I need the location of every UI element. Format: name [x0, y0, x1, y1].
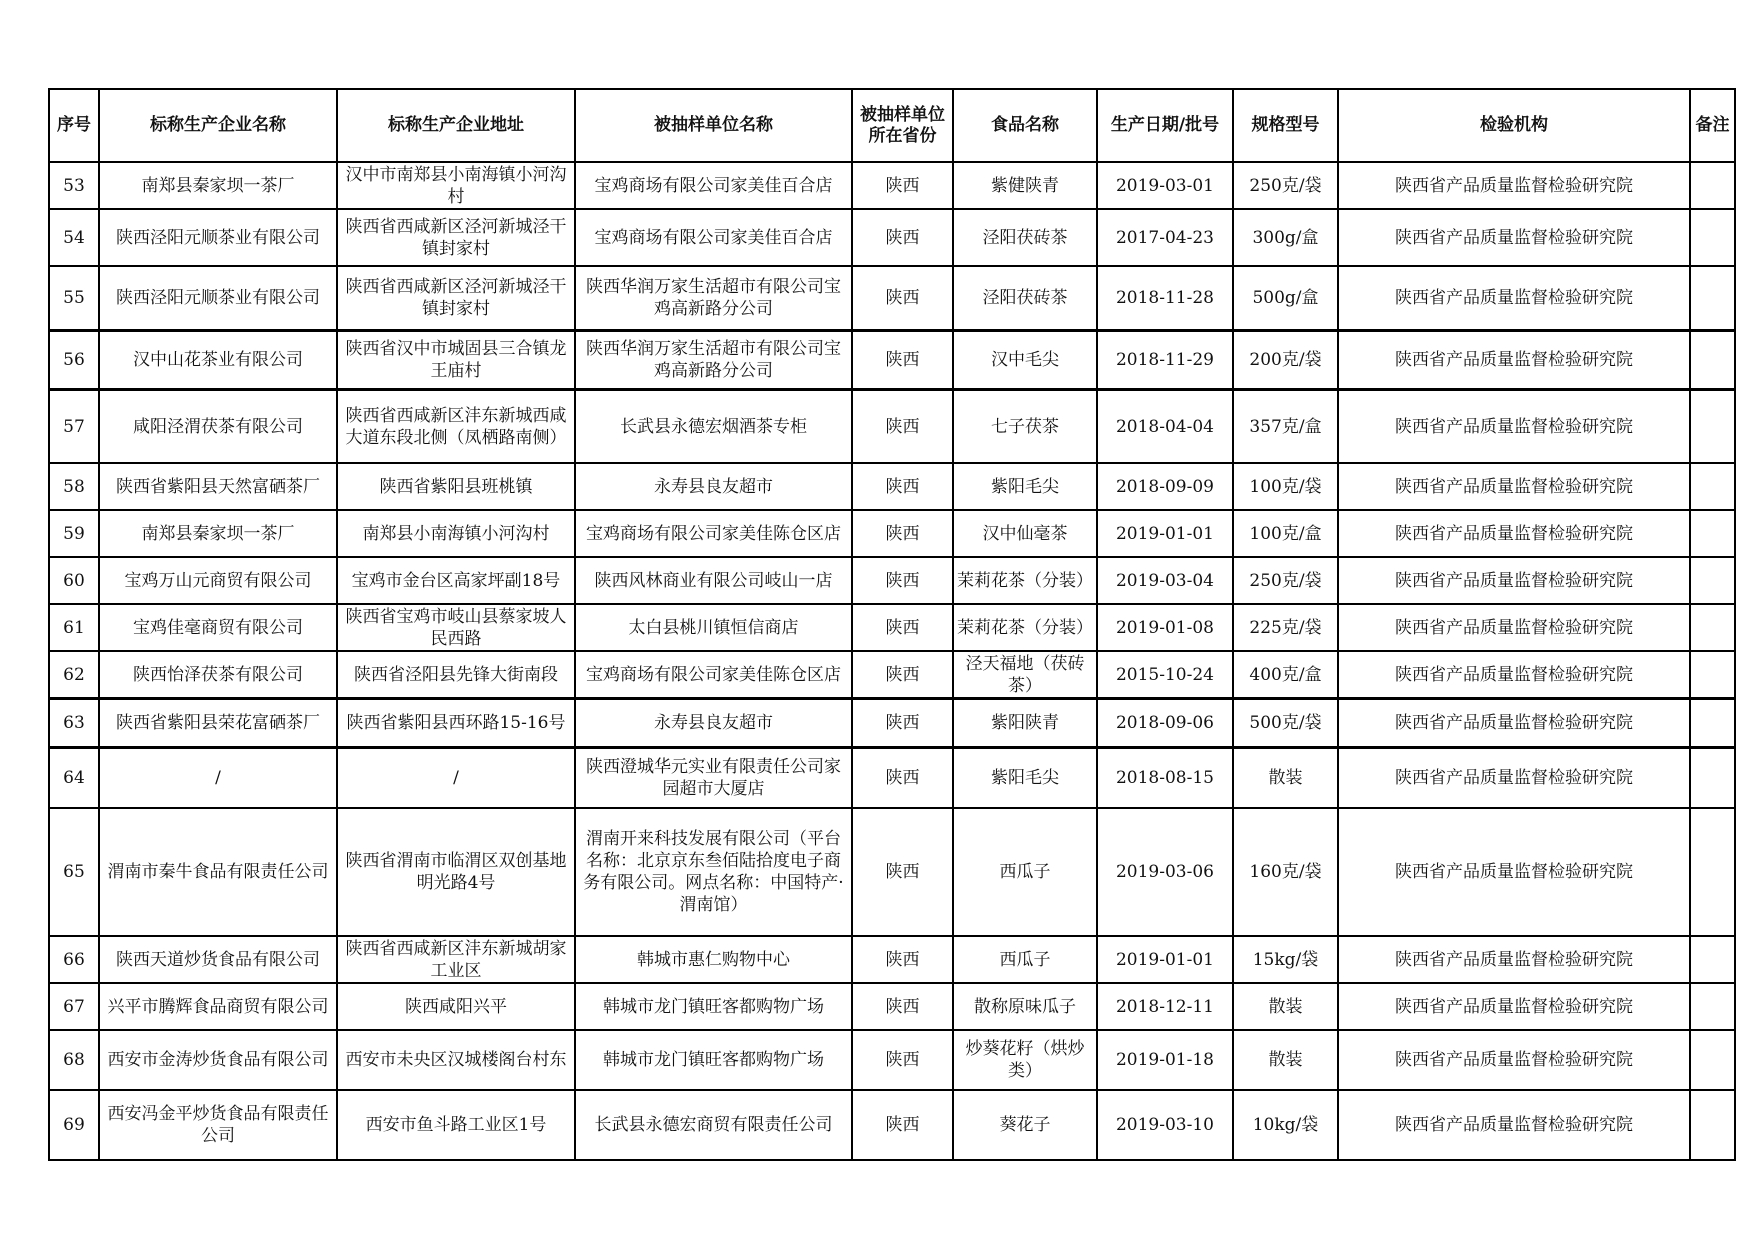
cell-note — [1690, 510, 1735, 557]
cell-lab: 陕西省产品质量监督检验研究院 — [1338, 748, 1690, 809]
cell-food: 泾天福地（茯砖茶） — [953, 651, 1097, 699]
cell-address: 陕西省西咸新区泾河新城泾干镇封家村 — [337, 209, 575, 266]
cell-no: 68 — [49, 1030, 99, 1090]
cell-sampled-unit: 太白县桃川镇恒信商店 — [575, 604, 852, 651]
cell-food: 泾阳茯砖茶 — [953, 266, 1097, 331]
cell-company: 南郑县秦家坝一茶厂 — [99, 162, 337, 209]
cell-company: 陕西泾阳元顺茶业有限公司 — [99, 209, 337, 266]
cell-province: 陕西 — [852, 266, 953, 331]
cell-note — [1690, 331, 1735, 390]
cell-sampled-unit: 陕西澄城华元实业有限责任公司家园超市大厦店 — [575, 748, 852, 809]
cell-spec: 15kg/袋 — [1233, 936, 1338, 983]
cell-company: 南郑县秦家坝一茶厂 — [99, 510, 337, 557]
cell-address: 南郑县小南海镇小河沟村 — [337, 510, 575, 557]
cell-province: 陕西 — [852, 162, 953, 209]
cell-sampled-unit: 永寿县良友超市 — [575, 699, 852, 748]
cell-address: 宝鸡市金台区高家坪副18号 — [337, 557, 575, 604]
cell-no: 66 — [49, 936, 99, 983]
cell-food: 西瓜子 — [953, 808, 1097, 936]
cell-date: 2019-03-01 — [1097, 162, 1233, 209]
cell-spec: 400克/盒 — [1233, 651, 1338, 699]
cell-lab: 陕西省产品质量监督检验研究院 — [1338, 936, 1690, 983]
table-row — [49, 808, 1735, 936]
table-row — [49, 331, 1735, 390]
cell-sampled-unit: 永寿县良友超市 — [575, 463, 852, 510]
cell-spec: 100克/盒 — [1233, 510, 1338, 557]
cell-company: 咸阳泾渭茯茶有限公司 — [99, 390, 337, 464]
cell-address: 陕西咸阳兴平 — [337, 983, 575, 1030]
cell-province: 陕西 — [852, 557, 953, 604]
cell-company: 陕西怡泽茯茶有限公司 — [99, 651, 337, 699]
cell-province: 陕西 — [852, 936, 953, 983]
cell-note — [1690, 936, 1735, 983]
cell-lab: 陕西省产品质量监督检验研究院 — [1338, 651, 1690, 699]
cell-lab: 陕西省产品质量监督检验研究院 — [1338, 390, 1690, 464]
cell-no: 62 — [49, 651, 99, 699]
cell-province: 陕西 — [852, 748, 953, 809]
cell-spec: 250克/袋 — [1233, 162, 1338, 209]
cell-lab: 陕西省产品质量监督检验研究院 — [1338, 699, 1690, 748]
cell-note — [1690, 983, 1735, 1030]
cell-date: 2019-03-10 — [1097, 1090, 1233, 1160]
table-row — [49, 1090, 1735, 1160]
cell-sampled-unit: 韩城市龙门镇旺客都购物广场 — [575, 1030, 852, 1090]
cell-company: 宝鸡万山元商贸有限公司 — [99, 557, 337, 604]
table-row — [49, 209, 1735, 266]
cell-spec: 100克/袋 — [1233, 463, 1338, 510]
cell-no: 69 — [49, 1090, 99, 1160]
cell-date: 2018-09-06 — [1097, 699, 1233, 748]
cell-no: 63 — [49, 699, 99, 748]
cell-company: 西安冯金平炒货食品有限责任公司 — [99, 1090, 337, 1160]
cell-lab: 陕西省产品质量监督检验研究院 — [1338, 209, 1690, 266]
cell-food: 泾阳茯砖茶 — [953, 209, 1097, 266]
cell-lab: 陕西省产品质量监督检验研究院 — [1338, 463, 1690, 510]
cell-lab: 陕西省产品质量监督检验研究院 — [1338, 557, 1690, 604]
cell-note — [1690, 604, 1735, 651]
cell-note — [1690, 808, 1735, 936]
cell-sampled-unit: 宝鸡商场有限公司家美佳陈仓区店 — [575, 651, 852, 699]
cell-lab: 陕西省产品质量监督检验研究院 — [1338, 162, 1690, 209]
cell-company: 陕西省紫阳县荣花富硒茶厂 — [99, 699, 337, 748]
cell-sampled-unit: 宝鸡商场有限公司家美佳百合店 — [575, 162, 852, 209]
cell-no: 56 — [49, 331, 99, 390]
cell-spec: 散装 — [1233, 983, 1338, 1030]
header-date: 生产日期/批号 — [1097, 89, 1233, 162]
cell-province: 陕西 — [852, 808, 953, 936]
cell-lab: 陕西省产品质量监督检验研究院 — [1338, 604, 1690, 651]
cell-spec: 300g/盒 — [1233, 209, 1338, 266]
cell-date: 2019-01-01 — [1097, 936, 1233, 983]
cell-spec: 200克/袋 — [1233, 331, 1338, 390]
cell-food: 炒葵花籽（烘炒类） — [953, 1030, 1097, 1090]
table-row — [49, 510, 1735, 557]
table-row — [49, 699, 1735, 748]
cell-date: 2018-11-28 — [1097, 266, 1233, 331]
cell-lab: 陕西省产品质量监督检验研究院 — [1338, 266, 1690, 331]
table-row — [49, 1030, 1735, 1090]
table-row — [49, 463, 1735, 510]
cell-note — [1690, 1030, 1735, 1090]
header-note: 备注 — [1690, 89, 1735, 162]
cell-province: 陕西 — [852, 1030, 953, 1090]
cell-sampled-unit: 宝鸡商场有限公司家美佳陈仓区店 — [575, 510, 852, 557]
cell-date: 2018-04-04 — [1097, 390, 1233, 464]
cell-no: 59 — [49, 510, 99, 557]
header-row — [49, 89, 1735, 162]
cell-no: 60 — [49, 557, 99, 604]
table-row — [49, 983, 1735, 1030]
cell-spec: 160克/袋 — [1233, 808, 1338, 936]
cell-company: 陕西省紫阳县天然富硒茶厂 — [99, 463, 337, 510]
cell-date: 2018-08-15 — [1097, 748, 1233, 809]
cell-lab: 陕西省产品质量监督检验研究院 — [1338, 808, 1690, 936]
cell-province: 陕西 — [852, 604, 953, 651]
cell-note — [1690, 162, 1735, 209]
cell-spec: 250克/袋 — [1233, 557, 1338, 604]
cell-food: 紫健陕青 — [953, 162, 1097, 209]
cell-spec: 散装 — [1233, 1030, 1338, 1090]
cell-food: 葵花子 — [953, 1090, 1097, 1160]
cell-food: 散称原味瓜子 — [953, 983, 1097, 1030]
cell-spec: 357克/盒 — [1233, 390, 1338, 464]
cell-date: 2018-09-09 — [1097, 463, 1233, 510]
cell-date: 2017-04-23 — [1097, 209, 1233, 266]
cell-date: 2019-01-18 — [1097, 1030, 1233, 1090]
cell-date: 2018-11-29 — [1097, 331, 1233, 390]
cell-company: 西安市金涛炒货食品有限公司 — [99, 1030, 337, 1090]
table-row — [49, 651, 1735, 699]
cell-sampled-unit: 长武县永德宏烟酒茶专柜 — [575, 390, 852, 464]
cell-note — [1690, 266, 1735, 331]
cell-province: 陕西 — [852, 699, 953, 748]
cell-company: 陕西泾阳元顺茶业有限公司 — [99, 266, 337, 331]
table-row — [49, 162, 1735, 209]
cell-food: 七子茯茶 — [953, 390, 1097, 464]
cell-note — [1690, 209, 1735, 266]
cell-note — [1690, 463, 1735, 510]
cell-spec: 500克/袋 — [1233, 699, 1338, 748]
cell-sampled-unit: 陕西华润万家生活超市有限公司宝鸡高新路分公司 — [575, 266, 852, 331]
cell-sampled-unit: 长武县永德宏商贸有限责任公司 — [575, 1090, 852, 1160]
cell-food: 西瓜子 — [953, 936, 1097, 983]
cell-address: 西安市未央区汉城楼阁台村东 — [337, 1030, 575, 1090]
cell-no: 58 — [49, 463, 99, 510]
sampling-results-table — [48, 88, 1736, 1161]
cell-address: 陕西省西咸新区沣东新城胡家工业区 — [337, 936, 575, 983]
cell-address: 陕西省西咸新区沣东新城西咸大道东段北侧（凤栖路南侧） — [337, 390, 575, 464]
cell-lab: 陕西省产品质量监督检验研究院 — [1338, 510, 1690, 557]
sampling-results-sheet — [48, 88, 1736, 1161]
cell-lab: 陕西省产品质量监督检验研究院 — [1338, 983, 1690, 1030]
header-lab: 检验机构 — [1338, 89, 1690, 162]
cell-food: 汉中仙毫茶 — [953, 510, 1097, 557]
cell-province: 陕西 — [852, 651, 953, 699]
table-row — [49, 266, 1735, 331]
cell-sampled-unit: 韩城市龙门镇旺客都购物广场 — [575, 983, 852, 1030]
cell-company: 陕西天道炒货食品有限公司 — [99, 936, 337, 983]
cell-address: 陕西省泾阳县先锋大街南段 — [337, 651, 575, 699]
cell-date: 2019-01-08 — [1097, 604, 1233, 651]
cell-lab: 陕西省产品质量监督检验研究院 — [1338, 331, 1690, 390]
cell-province: 陕西 — [852, 1090, 953, 1160]
cell-address: 陕西省渭南市临渭区双创基地明光路4号 — [337, 808, 575, 936]
cell-address: 陕西省西咸新区泾河新城泾干镇封家村 — [337, 266, 575, 331]
header-province: 被抽样单位所在省份 — [852, 89, 953, 162]
cell-note — [1690, 390, 1735, 464]
cell-no: 61 — [49, 604, 99, 651]
cell-food: 紫阳毛尖 — [953, 748, 1097, 809]
cell-sampled-unit: 渭南开来科技发展有限公司（平台名称：北京京东叁佰陆拾度电子商务有限公司。网点名称：中国特产·渭南馆） — [575, 808, 852, 936]
cell-no: 53 — [49, 162, 99, 209]
cell-company: 宝鸡佳毫商贸有限公司 — [99, 604, 337, 651]
cell-no: 54 — [49, 209, 99, 266]
cell-no: 64 — [49, 748, 99, 809]
cell-no: 67 — [49, 983, 99, 1030]
table-body — [49, 162, 1735, 1160]
cell-address: 陕西省汉中市城固县三合镇龙王庙村 — [337, 331, 575, 390]
cell-lab: 陕西省产品质量监督检验研究院 — [1338, 1090, 1690, 1160]
cell-province: 陕西 — [852, 463, 953, 510]
cell-sampled-unit: 陕西华润万家生活超市有限公司宝鸡高新路分公司 — [575, 331, 852, 390]
cell-company: 兴平市腾辉食品商贸有限公司 — [99, 983, 337, 1030]
table-row — [49, 557, 1735, 604]
cell-spec: 散装 — [1233, 748, 1338, 809]
header-sampled-unit: 被抽样单位名称 — [575, 89, 852, 162]
table-row — [49, 390, 1735, 464]
cell-date: 2015-10-24 — [1097, 651, 1233, 699]
cell-date: 2019-01-01 — [1097, 510, 1233, 557]
cell-address: 西安市鱼斗路工业区1号 — [337, 1090, 575, 1160]
cell-address: 陕西省紫阳县西环路15-16号 — [337, 699, 575, 748]
cell-sampled-unit: 韩城市惠仁购物中心 — [575, 936, 852, 983]
cell-note — [1690, 651, 1735, 699]
cell-no: 65 — [49, 808, 99, 936]
header-company: 标称生产企业名称 — [99, 89, 337, 162]
cell-company: 渭南市秦牛食品有限责任公司 — [99, 808, 337, 936]
cell-spec: 10kg/袋 — [1233, 1090, 1338, 1160]
cell-sampled-unit: 宝鸡商场有限公司家美佳百合店 — [575, 209, 852, 266]
header-address: 标称生产企业地址 — [337, 89, 575, 162]
cell-note — [1690, 748, 1735, 809]
cell-company: 汉中山花茶业有限公司 — [99, 331, 337, 390]
cell-food: 茉莉花茶（分装） — [953, 557, 1097, 604]
cell-note — [1690, 1090, 1735, 1160]
cell-note — [1690, 699, 1735, 748]
cell-address: / — [337, 748, 575, 809]
table-row — [49, 936, 1735, 983]
cell-date: 2018-12-11 — [1097, 983, 1233, 1030]
cell-note — [1690, 557, 1735, 604]
cell-province: 陕西 — [852, 331, 953, 390]
cell-food: 紫阳陕青 — [953, 699, 1097, 748]
table-row — [49, 604, 1735, 651]
cell-no: 57 — [49, 390, 99, 464]
cell-lab: 陕西省产品质量监督检验研究院 — [1338, 1030, 1690, 1090]
cell-food: 汉中毛尖 — [953, 331, 1097, 390]
header-food: 食品名称 — [953, 89, 1097, 162]
cell-province: 陕西 — [852, 390, 953, 464]
cell-date: 2019-03-04 — [1097, 557, 1233, 604]
cell-date: 2019-03-06 — [1097, 808, 1233, 936]
cell-sampled-unit: 陕西风林商业有限公司岐山一店 — [575, 557, 852, 604]
cell-province: 陕西 — [852, 510, 953, 557]
header-spec: 规格型号 — [1233, 89, 1338, 162]
cell-food: 茉莉花茶（分装） — [953, 604, 1097, 651]
cell-address: 汉中市南郑县小南海镇小河沟村 — [337, 162, 575, 209]
cell-address: 陕西省紫阳县班桃镇 — [337, 463, 575, 510]
cell-company: / — [99, 748, 337, 809]
table-row — [49, 748, 1735, 809]
cell-spec: 500g/盒 — [1233, 266, 1338, 331]
cell-no: 55 — [49, 266, 99, 331]
header-no: 序号 — [49, 89, 99, 162]
cell-spec: 225克/袋 — [1233, 604, 1338, 651]
cell-food: 紫阳毛尖 — [953, 463, 1097, 510]
cell-address: 陕西省宝鸡市岐山县蔡家坡人民西路 — [337, 604, 575, 651]
cell-province: 陕西 — [852, 209, 953, 266]
cell-province: 陕西 — [852, 983, 953, 1030]
